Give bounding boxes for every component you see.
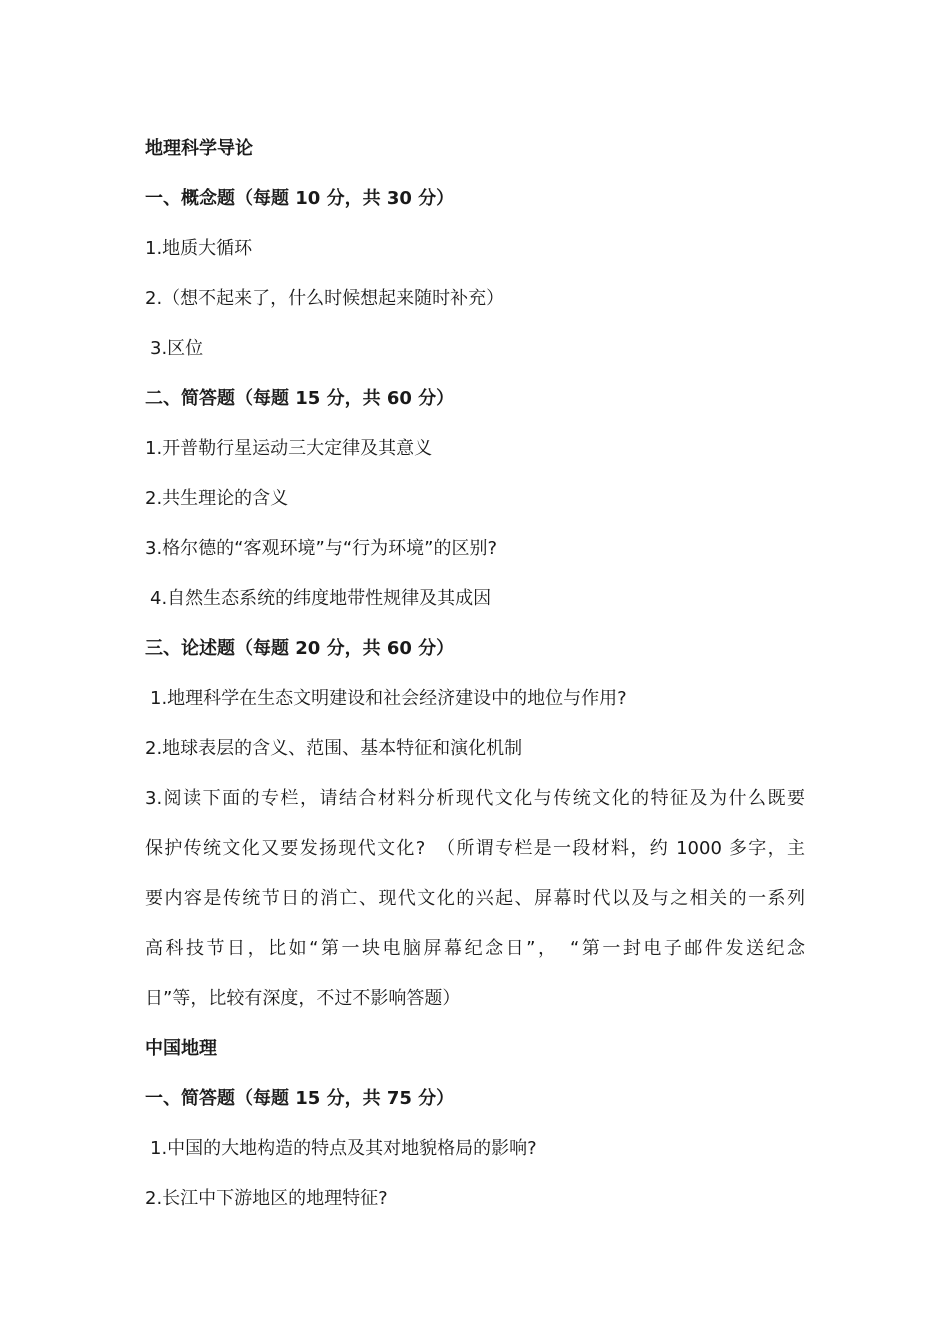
question-item: 3.格尔德的“客观环境”与“行为环境”的区别? — [145, 538, 498, 559]
part-heading: 一、简答题（每题 15 分，共 75 分） — [145, 1088, 455, 1109]
question-item-long — [145, 786, 815, 1011]
question-item: 2.共生理论的含义 — [145, 488, 289, 509]
part-heading: 二、简答题（每题 15 分，共 60 分） — [145, 388, 455, 409]
question-item: 1.中国的大地构造的特点及其对地貌格局的影响? — [150, 1138, 537, 1159]
question-item: 2.地球表层的含义、范围、基本特征和演化机制 — [145, 738, 523, 759]
section-title: 中国地理 — [145, 1038, 217, 1059]
question-line: 3.阅读下面的专栏，请结合材料分析现代文化与传统文化的特征及为什么既要 — [145, 788, 805, 809]
section-title: 地理科学导论 — [145, 138, 253, 159]
question-line: 高科技节日，比如“第一块电脑屏幕纪念日”， “第一封电子邮件发送纪念 — [145, 938, 805, 959]
question-line: 日”等，比较有深度，不过不影响答题） — [145, 988, 461, 1009]
question-item: 1.地理科学在生态文明建设和社会经济建设中的地位与作用? — [150, 688, 627, 709]
question-item: 2.长江中下游地区的地理特征? — [145, 1188, 388, 1209]
question-item: 1.开普勒行星运动三大定律及其意义 — [145, 438, 433, 459]
part-heading: 一、概念题（每题 10 分，共 30 分） — [145, 188, 455, 209]
part-heading: 三、论述题（每题 20 分，共 60 分） — [145, 638, 455, 659]
question-item: 3.区位 — [150, 338, 204, 359]
question-item: 4.自然生态系统的纬度地带性规律及其成因 — [150, 588, 492, 609]
question-item: 1.地质大循环 — [145, 238, 253, 259]
document-content — [145, 136, 815, 1236]
question-line: 要内容是传统节日的消亡、现代文化的兴起、屏幕时代以及与之相关的一系列 — [145, 888, 805, 909]
question-item: 2.（想不起来了，什么时候想起来随时补充） — [145, 288, 505, 309]
question-line: 保护传统文化又要发扬现代文化? （所谓专栏是一段材料，约 1000 多字，主 — [145, 838, 805, 859]
